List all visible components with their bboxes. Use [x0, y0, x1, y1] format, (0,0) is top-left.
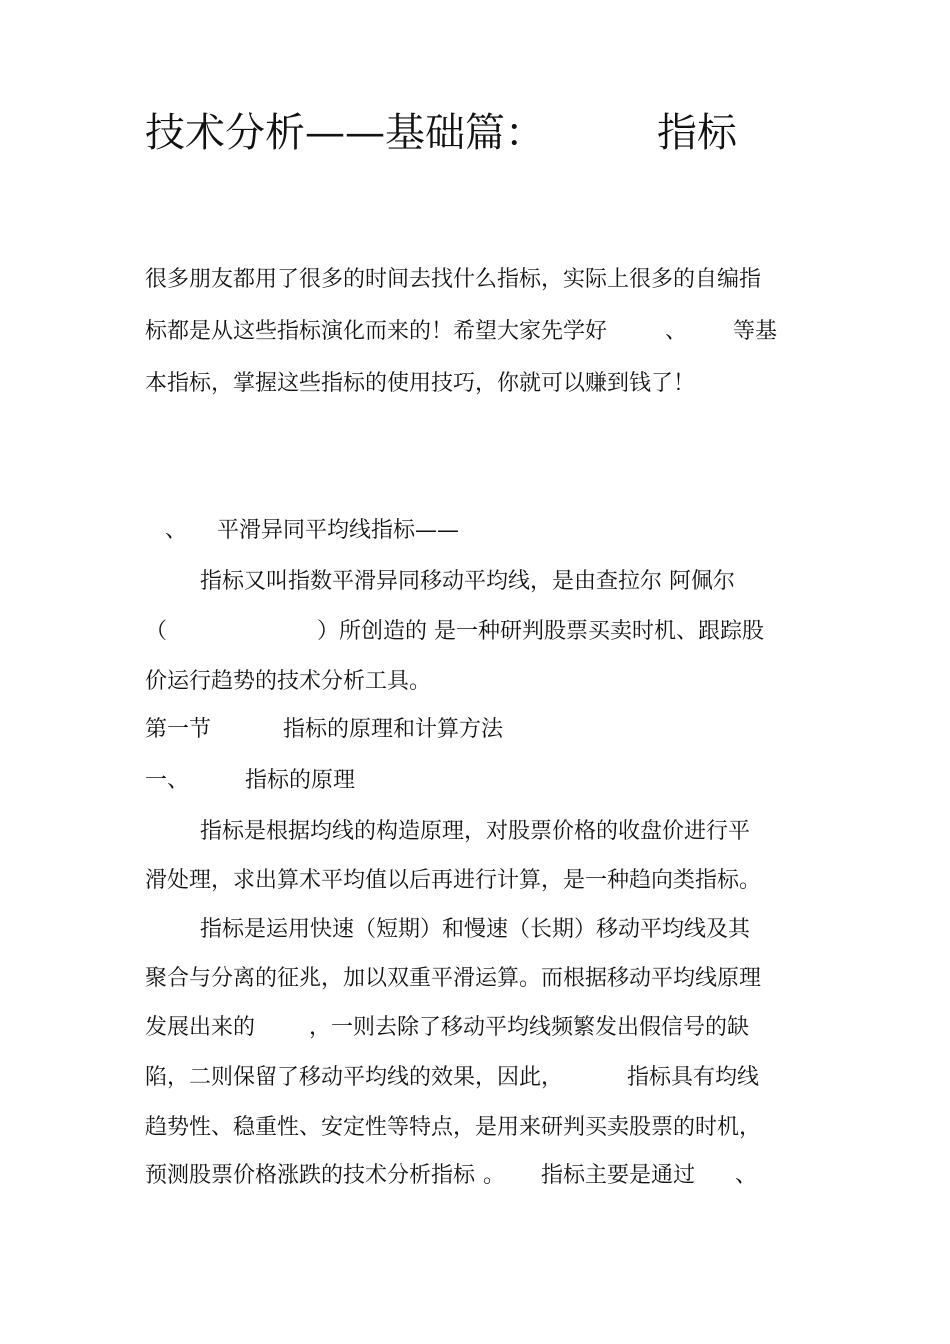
section-heading: 、 平滑异同平均线指标—— [165, 518, 460, 543]
principle2-line-2: 聚合与分离的征兆，加以双重平滑运算。而根据移动平均线原理 [145, 966, 762, 991]
section-body-line-1: 指标又叫指数平滑异同移动平均线，是由查拉尔 阿佩尔 [200, 569, 735, 594]
principle2-line-1: 指标是运用快速（短期）和慢速（长期）移动平均线及其 [200, 917, 751, 942]
chapter-heading: 第一节 指标的原理和计算方法 [145, 717, 504, 742]
principle2-line-3: 发展出来的 ，一则去除了移动平均线频繁发出假信号的缺 [145, 1015, 750, 1040]
principle1-line-1: 指标是根据均线的构造原理，对股票价格的收盘价进行平 [200, 819, 751, 844]
intro-line-2: 标都是从这些指标演化而来的！希望大家先学好 、 等基 [145, 319, 778, 344]
title-indicator: 指标 [657, 110, 737, 156]
section-body-line-2: （ ）所创造的 是一种研判股票买卖时机、跟踪股 [145, 619, 765, 644]
intro-line-1: 很多朋友都用了很多的时间去找什么指标，实际上很多的自编指 [145, 267, 762, 292]
section-body-line-3: 价运行趋势的技术分析工具。 [145, 669, 432, 694]
subsection-heading: 一、 指标的原理 [145, 768, 356, 793]
title-main: 技术分析——基础篇： [145, 110, 545, 156]
intro-line-3: 本指标，掌握这些指标的使用技巧，你就可以赚到钱了！ [145, 371, 696, 396]
document-title [145, 108, 737, 158]
principle2-line-4: 陷，二则保留了移动平均线的效果，因此， 指标具有均线 [145, 1065, 760, 1090]
principle2-line-6: 预测股票价格涨跌的技术分析指标 。 指标主要是通过 、 [145, 1163, 758, 1188]
principle2-line-5: 趋势性、稳重性、安定性等特点，是用来研判买卖股票的时机， [145, 1115, 762, 1140]
principle1-line-2: 滑处理，求出算术平均值以后再进行计算，是一种趋向类指标。 [145, 868, 762, 893]
